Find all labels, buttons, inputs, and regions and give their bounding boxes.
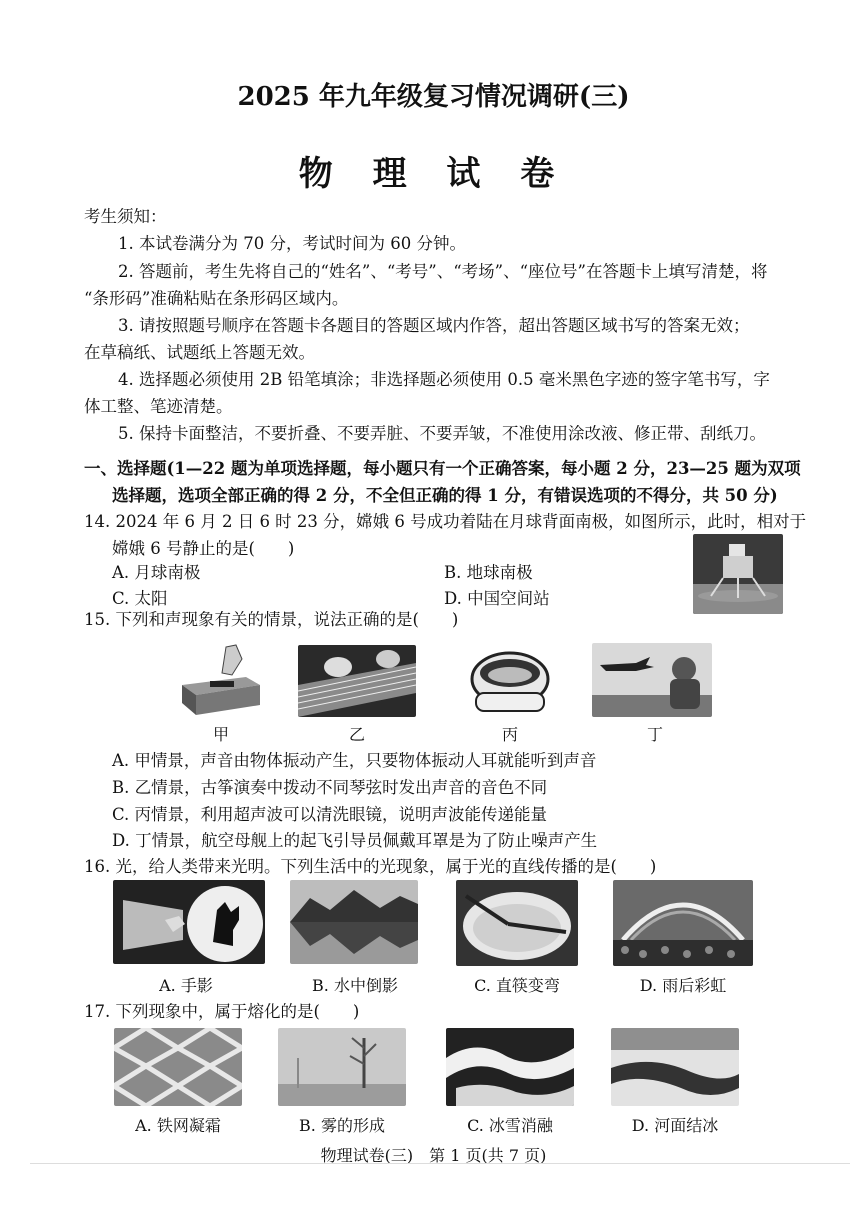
q16-stem: 16. 光，给人类带来光明。下列生活中的光现象，属于光的直线传播的是( ): [84, 857, 657, 876]
frozen-river-image: [611, 1028, 739, 1106]
bent-chopstick-image: [456, 880, 578, 966]
q14-stem-cont: 嫦娥 6 号静止的是( ): [112, 539, 295, 558]
notice-item-3-cont: 在草稿纸、试题纸上答题无效。: [84, 343, 315, 362]
q15-option-b: B. 乙情景，古筝演奏中拨动不同琴弦时发出声音的音色不同: [112, 778, 548, 797]
q17-option-a: A. 铁网凝霜: [135, 1116, 221, 1135]
q15-caption-ding: 丁: [646, 725, 663, 744]
page-footer: 物理试卷(三) 第 1 页(共 7 页): [320, 1146, 547, 1165]
ultrasonic-cleaner-image: [468, 643, 552, 721]
q14-stem: 14. 2024 年 6 月 2 日 6 时 23 分，嫦娥 6 号成功着陆在月球背面南极，如图所示，此时，相对于: [84, 512, 807, 531]
tuning-fork-box-image: [176, 641, 264, 717]
notice-item-2-cont: “条形码”准确粘贴在条形码区域内。: [84, 289, 349, 308]
q14-option-b: B. 地球南极: [444, 563, 533, 582]
section-heading-line1: 一、选择题(1—22 题为单项选择题，每小题只有一个正确答案，每小题 2 分，23—25 题为双项: [84, 459, 801, 478]
q17-stem: 17. 下列现象中，属于熔化的是( ): [84, 1002, 360, 1021]
q17-option-d: D. 河面结冰: [631, 1116, 719, 1135]
hand-shadow-image: [113, 880, 265, 964]
jet-carrier-image: [592, 643, 712, 717]
section-heading-line2: 选择题，选项全部正确的得 2 分，不全但正确的得 1 分，有错误选项的不得分，共 50 分): [112, 486, 778, 505]
guzheng-image: [298, 645, 416, 717]
notice-item-5: 5. 保持卡面整洁，不要折叠、不要弄脏、不要弄皱，不准使用涂改液、修正带、刮纸刀。: [118, 424, 766, 443]
q14-option-d: D. 中国空间站: [444, 589, 550, 608]
q17-option-b: B. 雾的形成: [299, 1116, 385, 1135]
q16-option-d: D. 雨后彩虹: [639, 976, 727, 995]
notice-item-4: 4. 选择题必须使用 2B 铅笔填涂；非选择题必须使用 0.5 毫米黑色字迹的签字笔书写，字: [118, 370, 770, 389]
q17-option-c: C. 冰雪消融: [467, 1116, 553, 1135]
q15-caption-jia: 甲: [212, 725, 229, 744]
frost-wire-mesh-image: [114, 1028, 242, 1106]
q14-option-a: A. 月球南极: [112, 563, 201, 582]
footer-divider: [30, 1163, 850, 1164]
q15-option-c: C. 丙情景，利用超声波可以清洗眼镜，说明声波能传递能量: [112, 805, 548, 824]
melting-snow-image: [446, 1028, 574, 1106]
water-reflection-image: [290, 880, 418, 964]
q15-caption-yi: 乙: [348, 725, 365, 744]
q16-option-c: C. 直筷变弯: [474, 976, 560, 995]
q15-option-d: D. 丁情景，航空母舰上的起飞引导员佩戴耳罩是为了防止噪声产生: [112, 831, 598, 850]
q14-option-c: C. 太阳: [112, 589, 168, 608]
exam-title: 物 理 试 卷: [298, 154, 569, 194]
notice-heading: 考生须知：: [84, 207, 167, 226]
q16-option-b: B. 水中倒影: [312, 976, 398, 995]
fog-image: [278, 1028, 406, 1106]
q15-option-a: A. 甲情景，声音由物体振动产生，只要物体振动人耳就能听到声音: [112, 751, 597, 770]
exam-subtitle: 2025 年九年级复习情况调研(三): [237, 82, 630, 112]
notice-item-2: 2. 答题前，考生先将自己的“姓名”、“考号”、“考场”、“座位号”在答题卡上填写清楚，将: [118, 262, 768, 281]
notice-item-4-cont: 体工整、笔迹清楚。: [84, 397, 233, 416]
q15-stem: 15. 下列和声现象有关的情景，说法正确的是( ): [84, 610, 459, 629]
lunar-lander-image: [693, 534, 783, 614]
q16-option-a: A. 手影: [159, 976, 213, 995]
notice-item-1: 1. 本试卷满分为 70 分，考试时间为 60 分钟。: [118, 234, 466, 253]
notice-item-3: 3. 请按照题号顺序在答题卡各题目的答题区域内作答，超出答题区域书写的答案无效；: [118, 316, 750, 335]
rainbow-image: [613, 880, 753, 966]
q15-caption-bing: 丙: [501, 725, 518, 744]
